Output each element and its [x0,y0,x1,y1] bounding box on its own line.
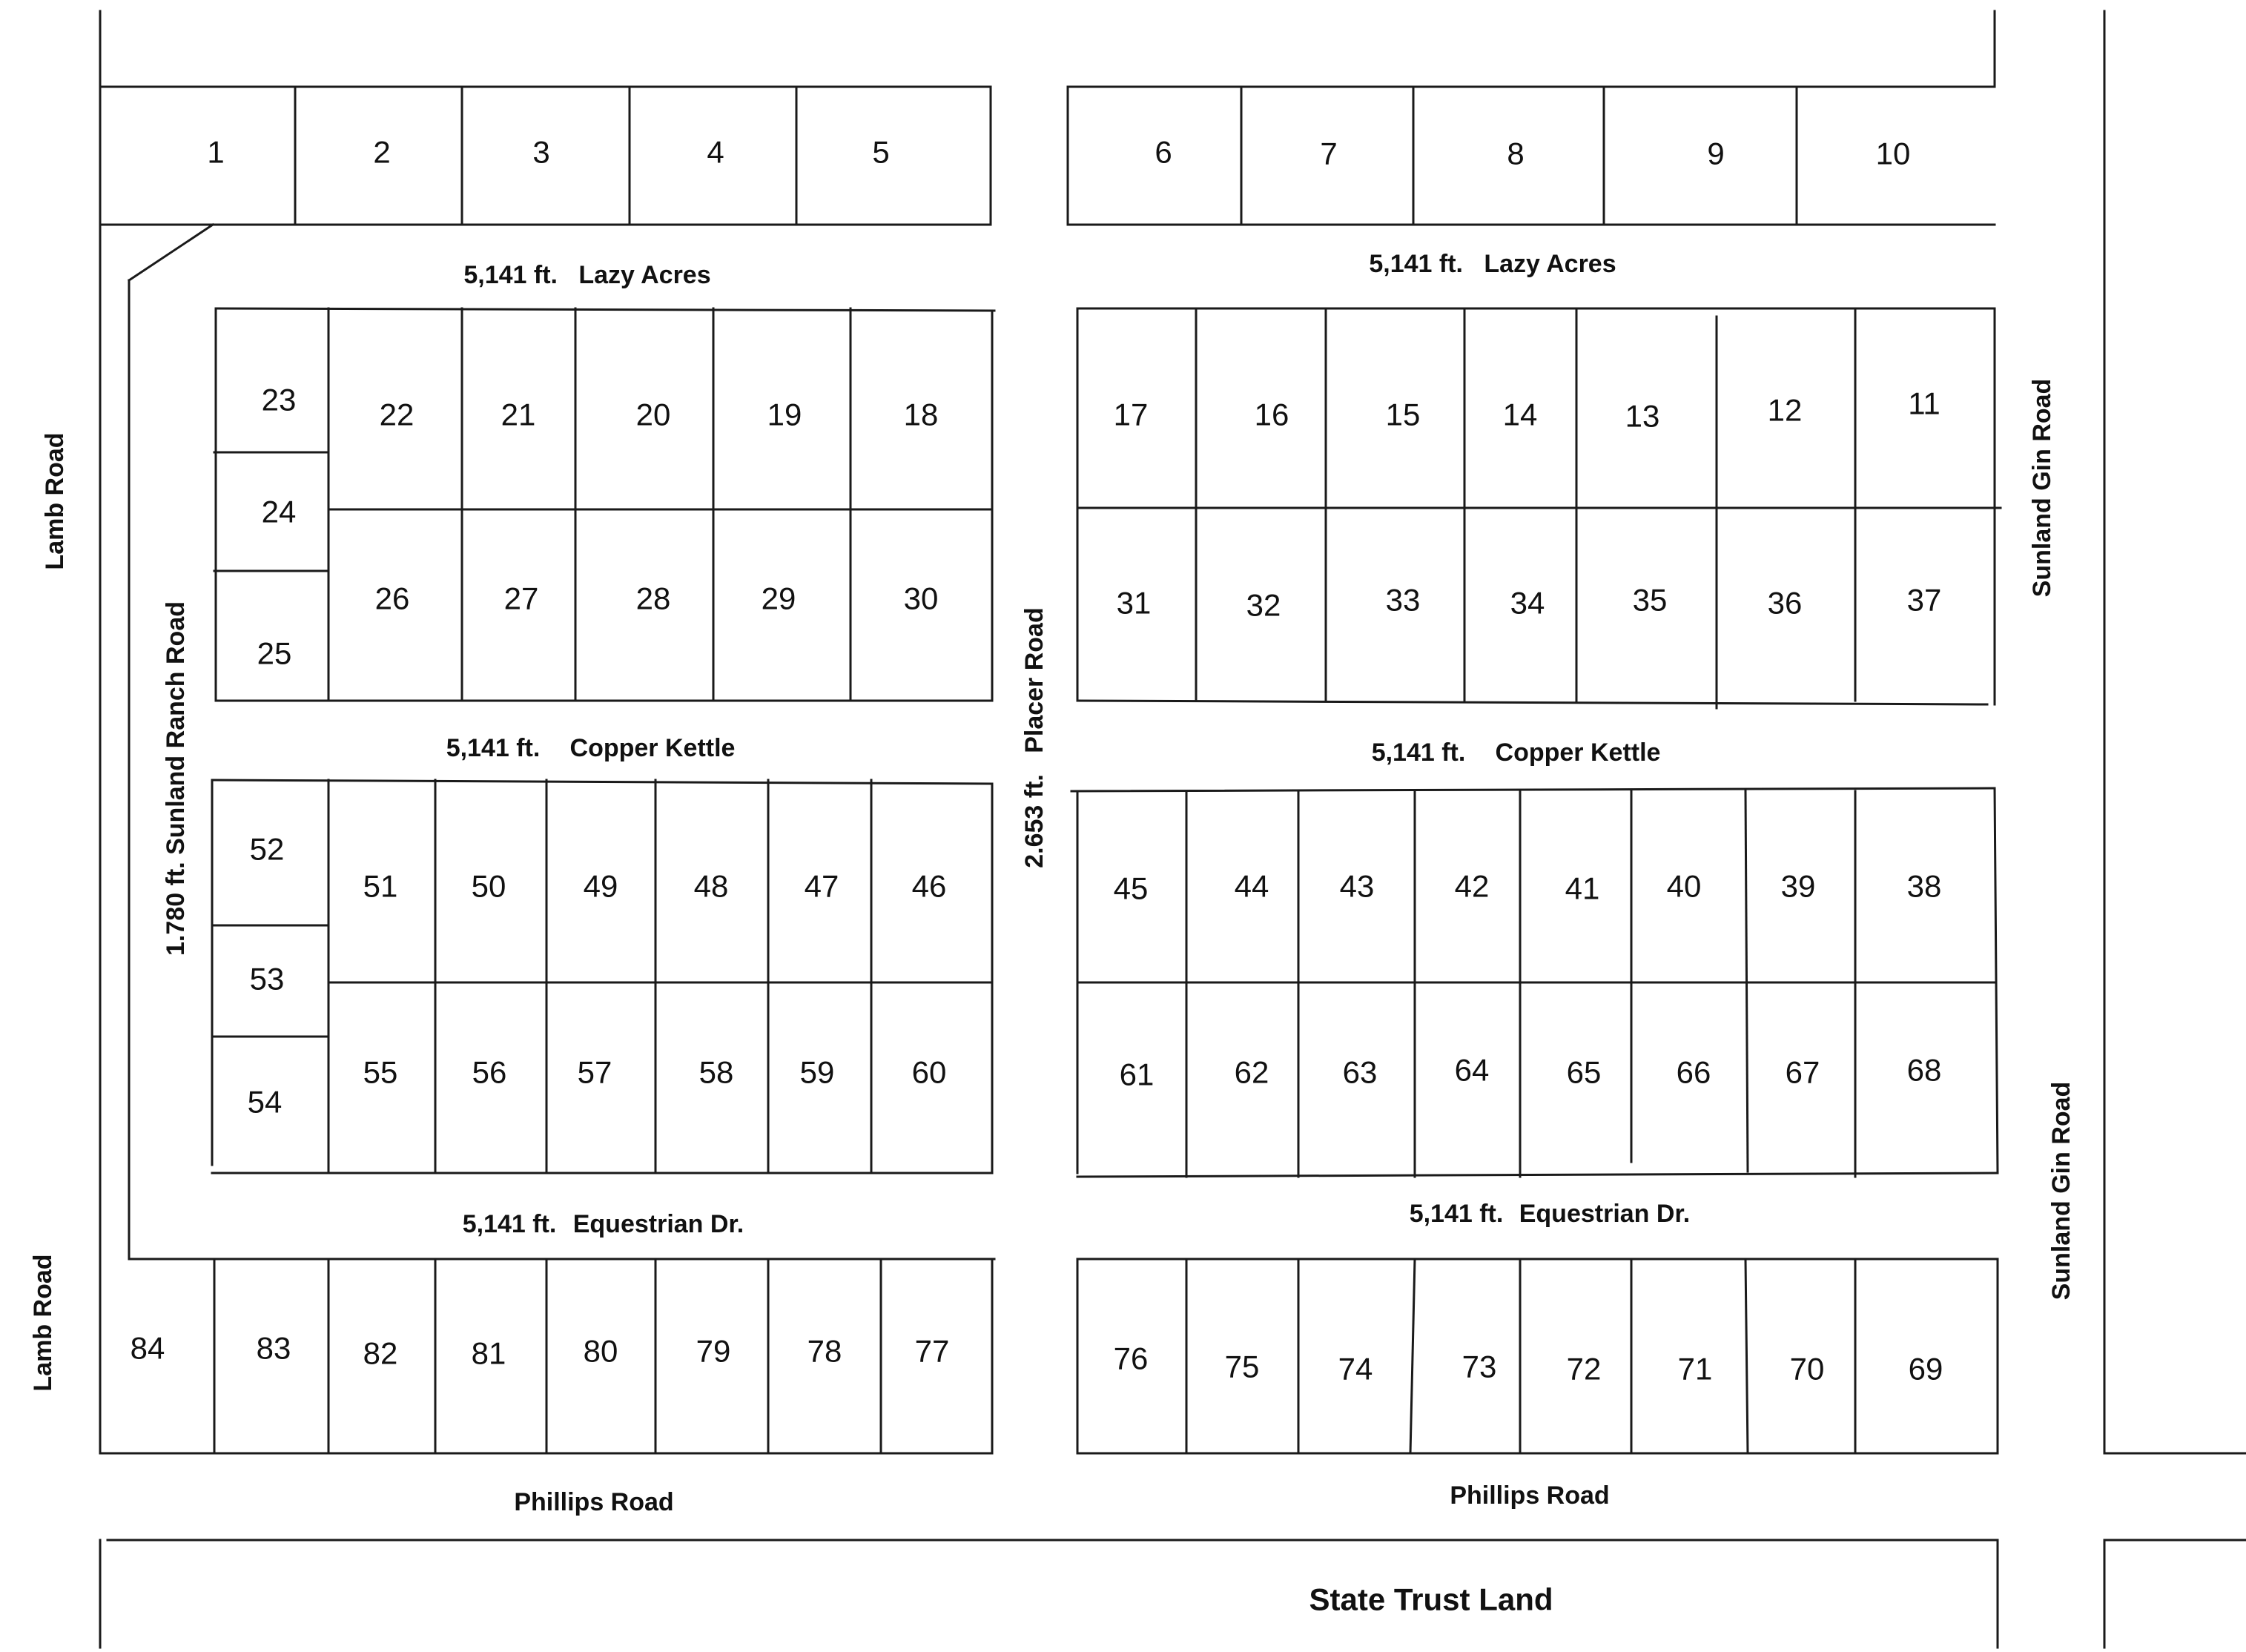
copper-kettle-name-right: Copper Kettle [1495,739,1661,767]
lot-58-label: 58 [698,1054,734,1090]
lot-13-label: 13 [1625,398,1660,434]
lot-53-label: 53 [249,961,285,997]
lot-55-label: 55 [363,1054,398,1090]
lot-37-label: 37 [1906,582,1942,618]
lot-4-label: 4 [707,134,724,170]
lot-3-label: 3 [532,134,550,170]
lot-65-label: 65 [1566,1054,1602,1090]
lot-75-label: 75 [1224,1349,1260,1384]
lot-19-label: 19 [767,397,802,432]
lot-78-label: 78 [807,1333,842,1369]
lot-57-label: 57 [577,1054,612,1090]
lot-43-label: 43 [1339,868,1375,904]
lot-59-label: 59 [799,1054,835,1090]
lot-36-label: 36 [1767,585,1803,621]
phillips-road-label-left: Phillips Road [514,1488,674,1516]
lot-11-label: 11 [1908,386,1941,421]
lot-15-label: 15 [1385,397,1421,432]
lot-38-label: 38 [1906,868,1942,904]
phillips-road-label-right: Phillips Road [1450,1481,1610,1510]
lot-74-label: 74 [1338,1351,1373,1387]
lot-17-label: 17 [1113,397,1149,432]
lot-21-label: 21 [501,397,536,432]
placer-road-label: 2.653 ft. Placer Road [1020,607,1048,868]
lot-84-label: 84 [130,1330,165,1366]
lot-81-label: 81 [471,1335,506,1371]
lot-56-label: 56 [472,1054,507,1090]
lot-46-label: 46 [911,868,947,904]
lot-31-label: 31 [1116,585,1152,621]
boundary-line [1995,788,1998,1173]
lot-45-label: 45 [1113,870,1149,906]
lot-16-label: 16 [1254,397,1289,432]
lot-18-label: 18 [903,397,939,432]
lot-boundary-lines [100,11,2246,1648]
lot-35-label: 35 [1632,582,1668,618]
lot-62-label: 62 [1234,1054,1269,1090]
lot-63-label: 63 [1342,1054,1378,1090]
lot-24-label: 24 [261,494,297,529]
lot-30-label: 30 [903,581,939,616]
lot-54-label: 54 [247,1084,283,1120]
lazy-acres-label-left: 5,141 ft. Lazy Acres [463,261,711,289]
sunland-ranch-road-label: 1.780 ft. Sunland Ranch Road [162,601,190,956]
equestrian-name-right: Equestrian Dr. [1519,1200,1691,1228]
state-trust-land-label: State Trust Land [1309,1582,1553,1617]
lot-32-label: 32 [1246,587,1281,623]
lot-5-label: 5 [872,134,890,170]
equestrian-length-left: 5,141 ft. [462,1210,557,1238]
lot-77-label: 77 [914,1333,950,1369]
boundary-line [1077,1173,1998,1177]
lot-60-label: 60 [911,1054,947,1090]
copper-kettle-name-left: Copper Kettle [569,734,736,762]
road-labels [29,250,2075,1617]
lot-41-label: 41 [1565,870,1600,906]
lot-28-label: 28 [635,581,671,616]
lot-70-label: 70 [1789,1351,1825,1387]
lot-23-label: 23 [261,382,297,417]
boundary-line [216,308,994,311]
lot-51-label: 51 [363,868,398,904]
lot-47-label: 47 [804,868,839,904]
copper-kettle-length-left: 5,141 ft. [446,734,541,762]
lot-40-label: 40 [1666,868,1702,904]
lot-64-label: 64 [1454,1052,1490,1088]
lot-10-label: 10 [1875,136,1911,171]
lot-6-label: 6 [1155,134,1172,170]
lamb-road-label-lower: Lamb Road [29,1254,57,1392]
lot-12-label: 12 [1767,392,1803,428]
boundary-line [1410,1259,1415,1453]
lot-25-label: 25 [257,635,292,671]
lot-68-label: 68 [1906,1052,1942,1088]
sunland-gin-road-label-lower: Sunland Gin Road [2047,1081,2075,1301]
lot-80-label: 80 [583,1333,618,1369]
lot-27-label: 27 [503,581,539,616]
equestrian-name-left: Equestrian Dr. [572,1210,744,1238]
lot-34-label: 34 [1510,585,1545,621]
lot-22-label: 22 [379,397,414,432]
lot-50-label: 50 [471,868,506,904]
lot-61-label: 61 [1119,1057,1155,1092]
lot-14-label: 14 [1502,397,1538,432]
lot-73-label: 73 [1461,1349,1497,1384]
equestrian-length-right: 5,141 ft. [1409,1200,1504,1228]
lot-66-label: 66 [1676,1054,1711,1090]
sunland-gin-road-label-upper: Sunland Gin Road [2028,378,2056,598]
lot-26-label: 26 [374,581,410,616]
lot-71-label: 71 [1677,1351,1713,1387]
lot-9-label: 9 [1707,136,1725,171]
lot-2-label: 2 [373,134,391,170]
lot-76-label: 76 [1113,1341,1149,1376]
lot-42-label: 42 [1454,868,1490,904]
lot-69-label: 69 [1908,1351,1943,1387]
lot-48-label: 48 [693,868,729,904]
lot-79-label: 79 [696,1333,731,1369]
lot-52-label: 52 [249,831,285,867]
lot-49-label: 49 [583,868,618,904]
copper-kettle-length-right: 5,141 ft. [1371,739,1466,767]
lot-82-label: 82 [363,1335,398,1371]
lot-7-label: 7 [1320,136,1338,171]
lot-83-label: 83 [256,1330,291,1366]
lot-33-label: 33 [1385,582,1421,618]
lot-39-label: 39 [1780,868,1816,904]
lot-20-label: 20 [635,397,671,432]
boundary-line [129,225,213,280]
lot-29-label: 29 [761,581,796,616]
lot-72-label: 72 [1566,1351,1602,1387]
lot-8-label: 8 [1507,136,1525,171]
lot-1-label: 1 [207,134,225,170]
boundary-line [1745,1259,1748,1453]
lazy-acres-label-right: 5,141 ft. Lazy Acres [1369,250,1616,278]
lamb-road-label-upper: Lamb Road [41,432,69,570]
lot-44-label: 44 [1234,868,1269,904]
boundary-line [1077,701,1987,704]
lot-67-label: 67 [1785,1054,1820,1090]
